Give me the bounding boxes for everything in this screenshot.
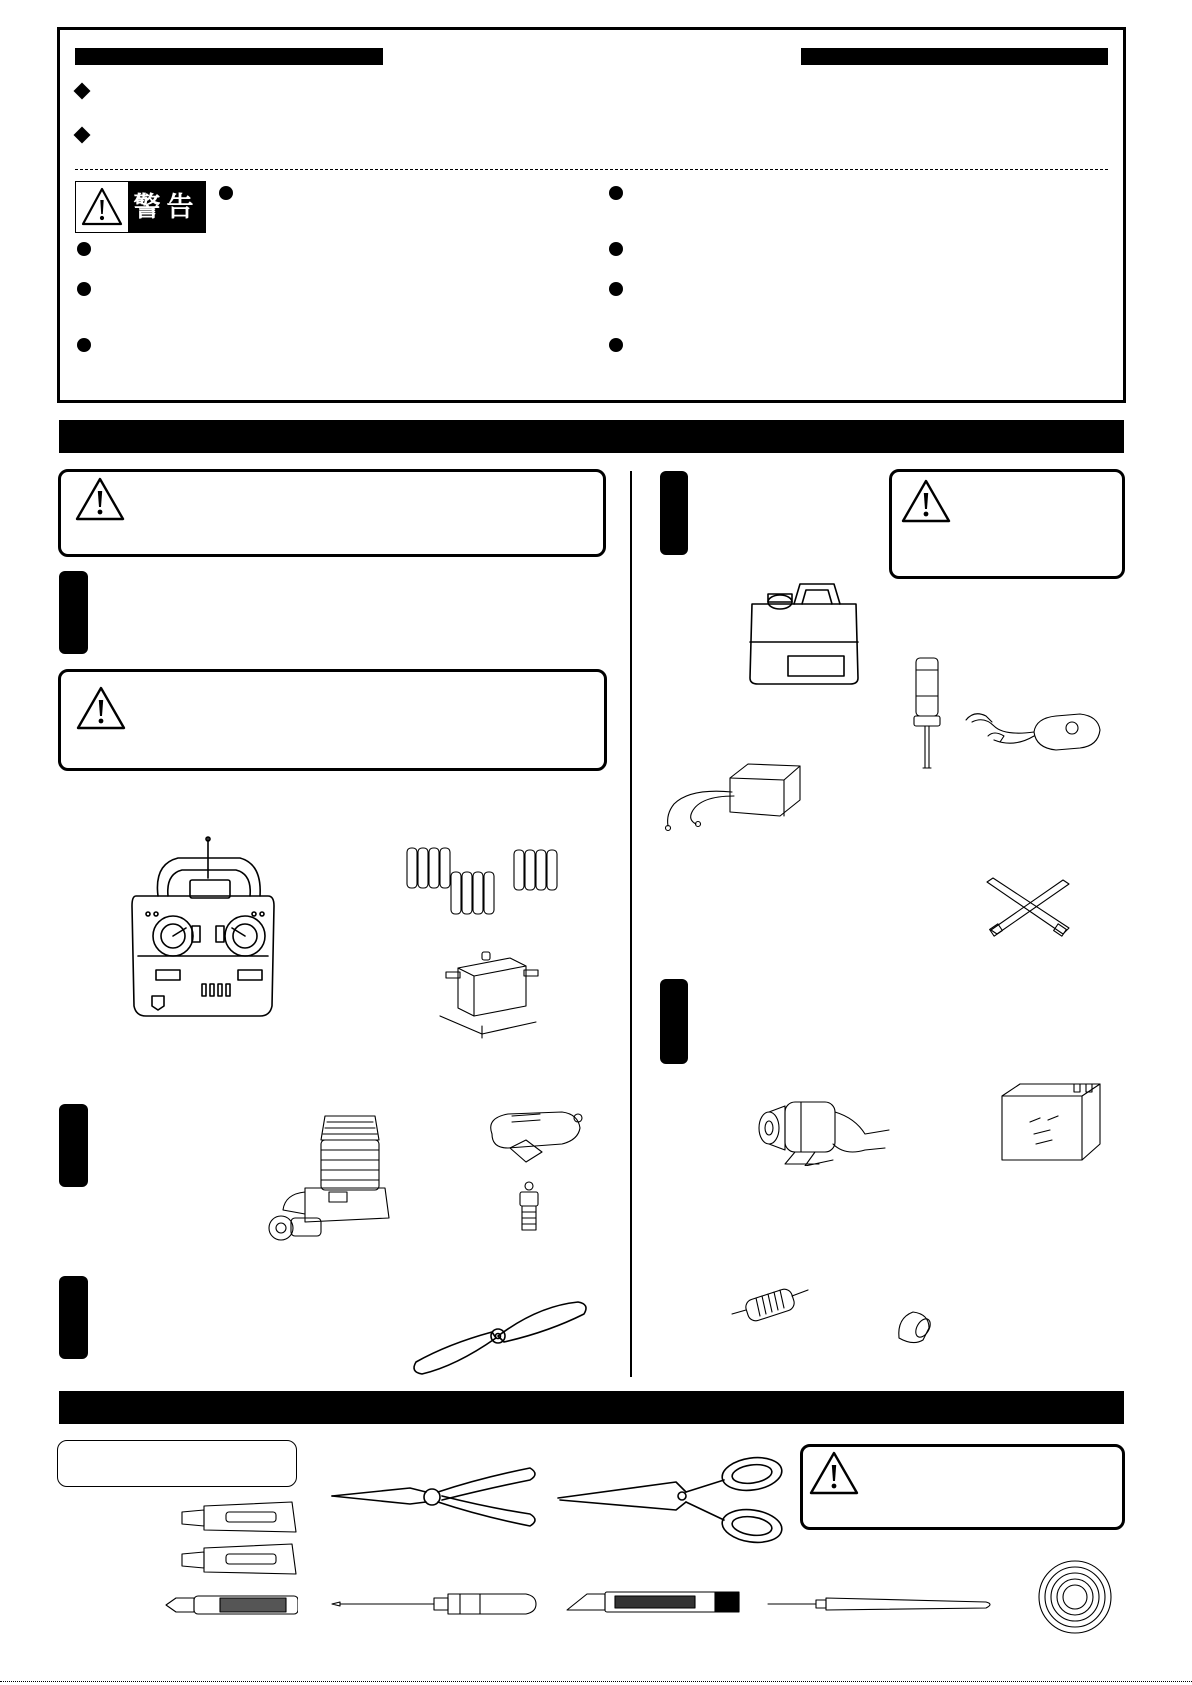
column-divider: [630, 471, 632, 1377]
transmitter-illustration: [128, 836, 278, 1026]
section-header-bar: [59, 420, 1124, 453]
pliers-illustration: [330, 1462, 540, 1532]
notice-bullet: [609, 242, 623, 256]
warning-label-text: 警告: [133, 191, 200, 223]
notice-bullet: [219, 186, 233, 200]
step-side-tab: [59, 1276, 88, 1359]
battery-pack-illustration: [660, 758, 805, 832]
engine-illustration: [265, 1110, 405, 1245]
safety-notice-box: [57, 27, 1126, 403]
glow-plug-illustration: [514, 1180, 544, 1236]
notice-bullet: [77, 282, 91, 296]
warning-label: [75, 181, 206, 233]
notice-bullet: [609, 186, 623, 200]
glow-charger-illustration: [964, 692, 1104, 762]
screwdriver-illustration: [330, 1590, 540, 1618]
notice-bullet: [609, 338, 623, 352]
step-side-tab: [59, 571, 88, 654]
adhesives-label-box: [57, 1440, 297, 1487]
servo-illustration: [438, 950, 553, 1040]
warning-triangle-icon: [900, 478, 952, 524]
starter-battery-illustration: [1000, 1082, 1104, 1166]
cross-wrench-illustration: [983, 876, 1075, 938]
notice-divider-dashed: [75, 169, 1108, 170]
warning-triangle-icon: [75, 685, 127, 731]
hobby-knife-illustration: [565, 1588, 743, 1616]
warning-triangle-icon: [74, 476, 126, 522]
step-side-tab: [59, 1104, 88, 1187]
marker-pen-illustration: [164, 1594, 298, 1616]
notice-bullet: [609, 282, 623, 296]
notice-header-bar-left: [75, 48, 383, 65]
warning-triangle-icon: [76, 182, 128, 232]
fuel-filter-illustration: [730, 1278, 810, 1324]
fuel-cap-illustration: [893, 1308, 935, 1348]
tape-roll-illustration: [1036, 1558, 1114, 1636]
electric-starter-illustration: [755, 1090, 895, 1166]
step-side-tab: [660, 979, 688, 1064]
batteries-illustration: [405, 842, 567, 918]
notice-bullet: [77, 338, 91, 352]
awl-illustration: [766, 1594, 996, 1616]
adhesive-tube-illustration: [180, 1500, 298, 1534]
propeller-illustration: [408, 1296, 590, 1378]
adhesive-tube-illustration: [180, 1542, 298, 1576]
caution-box: [58, 469, 606, 557]
page-bottom-dotted-line: [0, 1681, 1192, 1682]
notice-bullet: [77, 242, 91, 256]
warning-triangle-icon: [808, 1450, 860, 1496]
step-side-tab: [660, 471, 688, 555]
section-header-bar: [59, 1391, 1124, 1424]
caution-box: [58, 669, 607, 771]
scissors-illustration: [556, 1454, 786, 1546]
fuel-can-illustration: [744, 582, 864, 686]
glow-starter-illustration: [908, 656, 948, 772]
muffler-illustration: [482, 1104, 587, 1164]
notice-header-bar-right: [801, 48, 1108, 65]
